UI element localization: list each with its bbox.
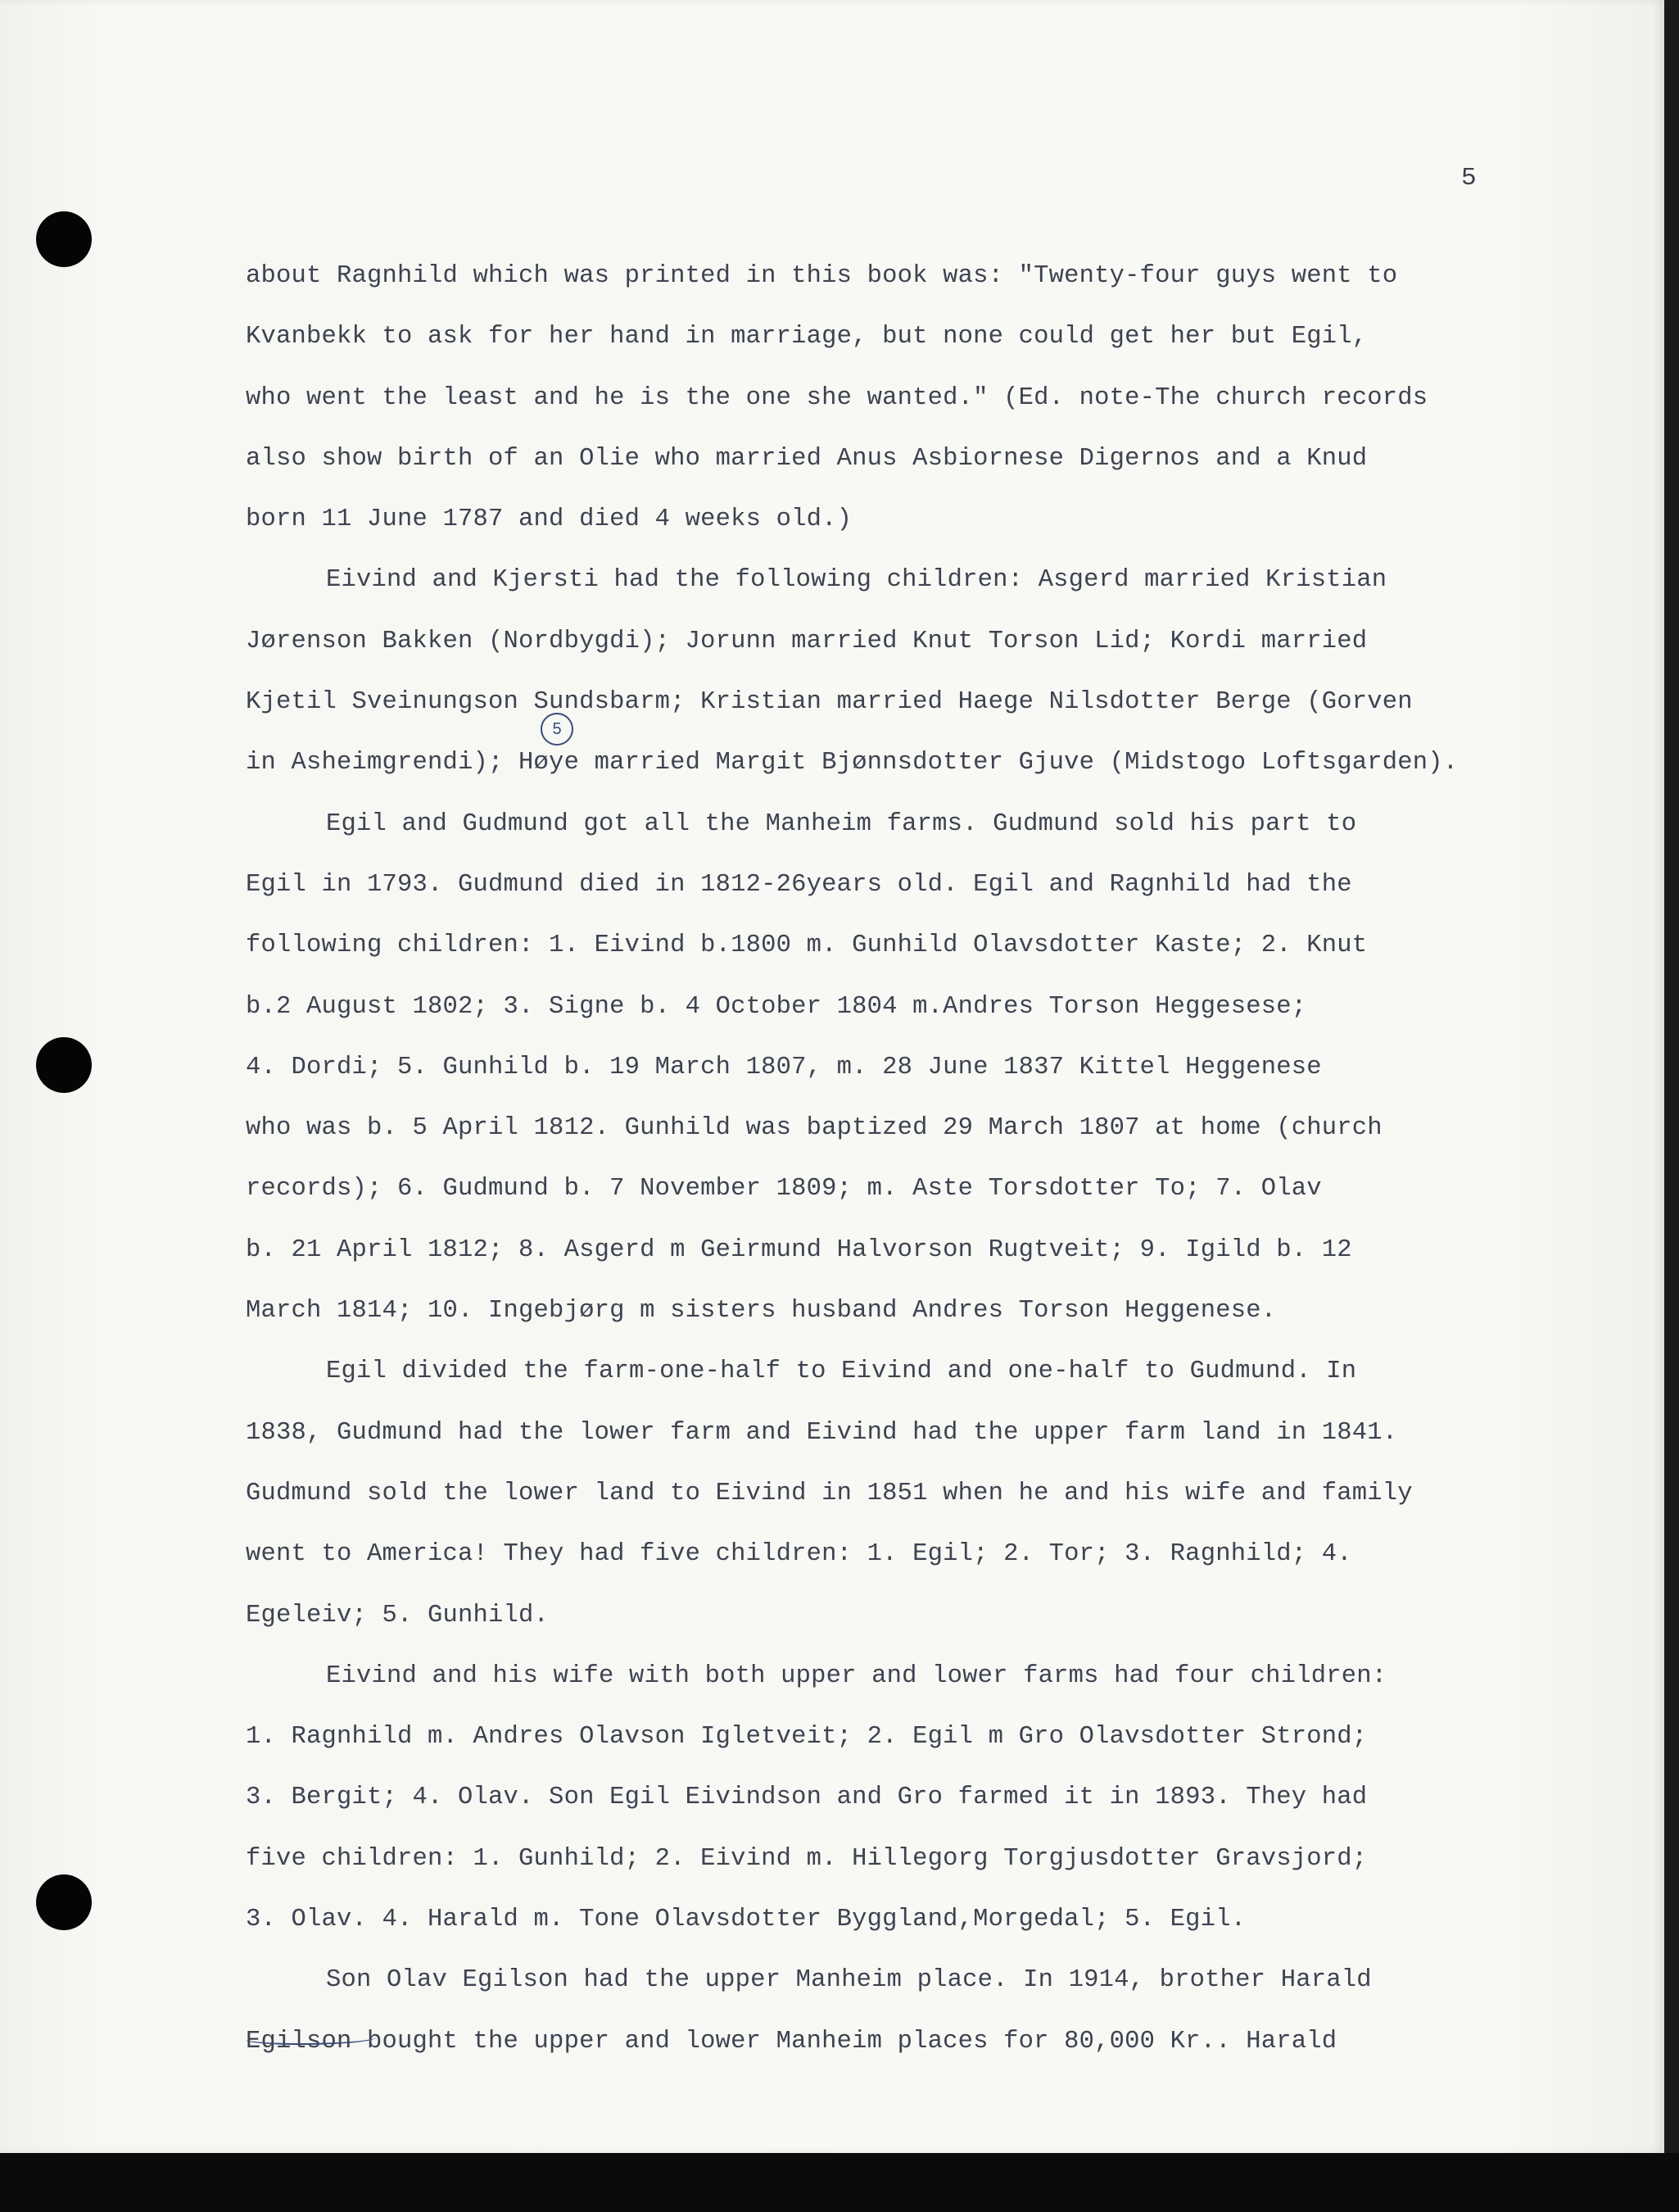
text-line: Kvanbekk to ask for her hand in marriage, but none could get her but Egil,: [246, 323, 1368, 351]
text-line: Eivind and Kjersti had the following children: Asgerd married Kristian: [326, 566, 1387, 595]
text-line: born 11 June 1787 and died 4 weeks old.): [246, 505, 853, 534]
punch-hole: [36, 211, 92, 267]
text-line: also show birth of an Olie who married Anus Asbiornese Digernos and a Knud: [246, 444, 1368, 473]
text-line: b. 21 April 1812; 8. Asgerd m Geirmund Halvorson Rugtveit; 9. Igild b. 12: [246, 1235, 1352, 1264]
text-line: Egil in 1793. Gudmund died in 1812-26years old. Egil and Ragnhild had the: [246, 870, 1352, 899]
text-line: went to America! They had five children: 1. Egil; 2. Tor; 3. Ragnhild; 4.: [246, 1540, 1352, 1569]
text-line: Kjetil Sveinungson Sundsbarm; Kristian married Haege Nilsdotter Berge (Gorven: [246, 688, 1413, 717]
handwritten-circled-number: 5: [541, 713, 573, 746]
text-line: 3. Bergit; 4. Olav. Son Egil Eivindson and Gro farmed it in 1893. They had: [246, 1784, 1368, 1812]
text-line: records); 6. Gudmund b. 7 November 1809; m. Aste Torsdotter To; 7. Olav: [246, 1175, 1322, 1203]
text-line: Gudmund sold the lower land to Eivind in 1851 when he and his wife and family: [246, 1479, 1413, 1507]
page-number: 5: [1461, 164, 1477, 193]
text-line: 1838, Gudmund had the lower farm and Eivind had the upper farm land in 1841.: [246, 1418, 1398, 1447]
text-line: Son Olav Egilson had the upper Manheim place. In 1914, brother Harald: [326, 1966, 1372, 1995]
text-line: Egilson bought the upper and lower Manheim places for 80,000 Kr.. Harald: [246, 2027, 1337, 2056]
text-line: Eivind and his wife with both upper and lower farms had four children:: [326, 1661, 1387, 1690]
text-line: Egeleiv; 5. Gunhild.: [246, 1601, 550, 1630]
scan-border-right: [1664, 0, 1679, 2153]
text-line: Egil and Gudmund got all the Manheim farms. Gudmund sold his part to: [326, 809, 1357, 838]
text-line: who went the least and he is the one she wanted." (Ed. note-The church records: [246, 383, 1428, 412]
text-line: 3. Olav. 4. Harald m. Tone Olavsdotter Byggland,Morgedal; 5. Egil.: [246, 1906, 1247, 1934]
text-line: five children: 1. Gunhild; 2. Eivind m. Hillegorg Torgjusdotter Gravsjord;: [246, 1844, 1368, 1873]
text-line: March 1814; 10. Ingebjørg m sisters husband Andres Torson Heggenese.: [246, 1297, 1277, 1326]
text-line: Jørenson Bakken (Nordbygdi); Jorunn married Knut Torson Lid; Kordi married: [246, 627, 1368, 655]
scan-border-bottom: [0, 2153, 1679, 2212]
text-line: b.2 August 1802; 3. Signe b. 4 October 1804 m.Andres Torson Heggesese;: [246, 992, 1307, 1021]
punch-hole: [36, 1874, 92, 1930]
text-line: about Ragnhild which was printed in this book was: "Twenty-four guys went to: [246, 262, 1398, 290]
typed-text-body: [246, 246, 1573, 2072]
punch-hole: [36, 1037, 92, 1093]
text-line: 1. Ragnhild m. Andres Olavson Igletveit; 2. Egil m Gro Olavsdotter Strond;: [246, 1723, 1368, 1752]
text-line: in Asheimgrendi); Høye married Margit Bjønnsdotter Gjuve (Midstogo Loftsgarden).: [246, 749, 1459, 777]
text-line: following children: 1. Eivind b.1800 m. Gunhild Olavsdotter Kaste; 2. Knut: [246, 931, 1368, 960]
text-line: who was b. 5 April 1812. Gunhild was baptized 29 March 1807 at home (church: [246, 1114, 1383, 1143]
text-line: 4. Dordi; 5. Gunhild b. 19 March 1807, m. 28 June 1837 Kittel Heggenese: [246, 1053, 1322, 1081]
text-line: Egil divided the farm-one-half to Eivind and one-half to Gudmund. In: [326, 1358, 1357, 1386]
